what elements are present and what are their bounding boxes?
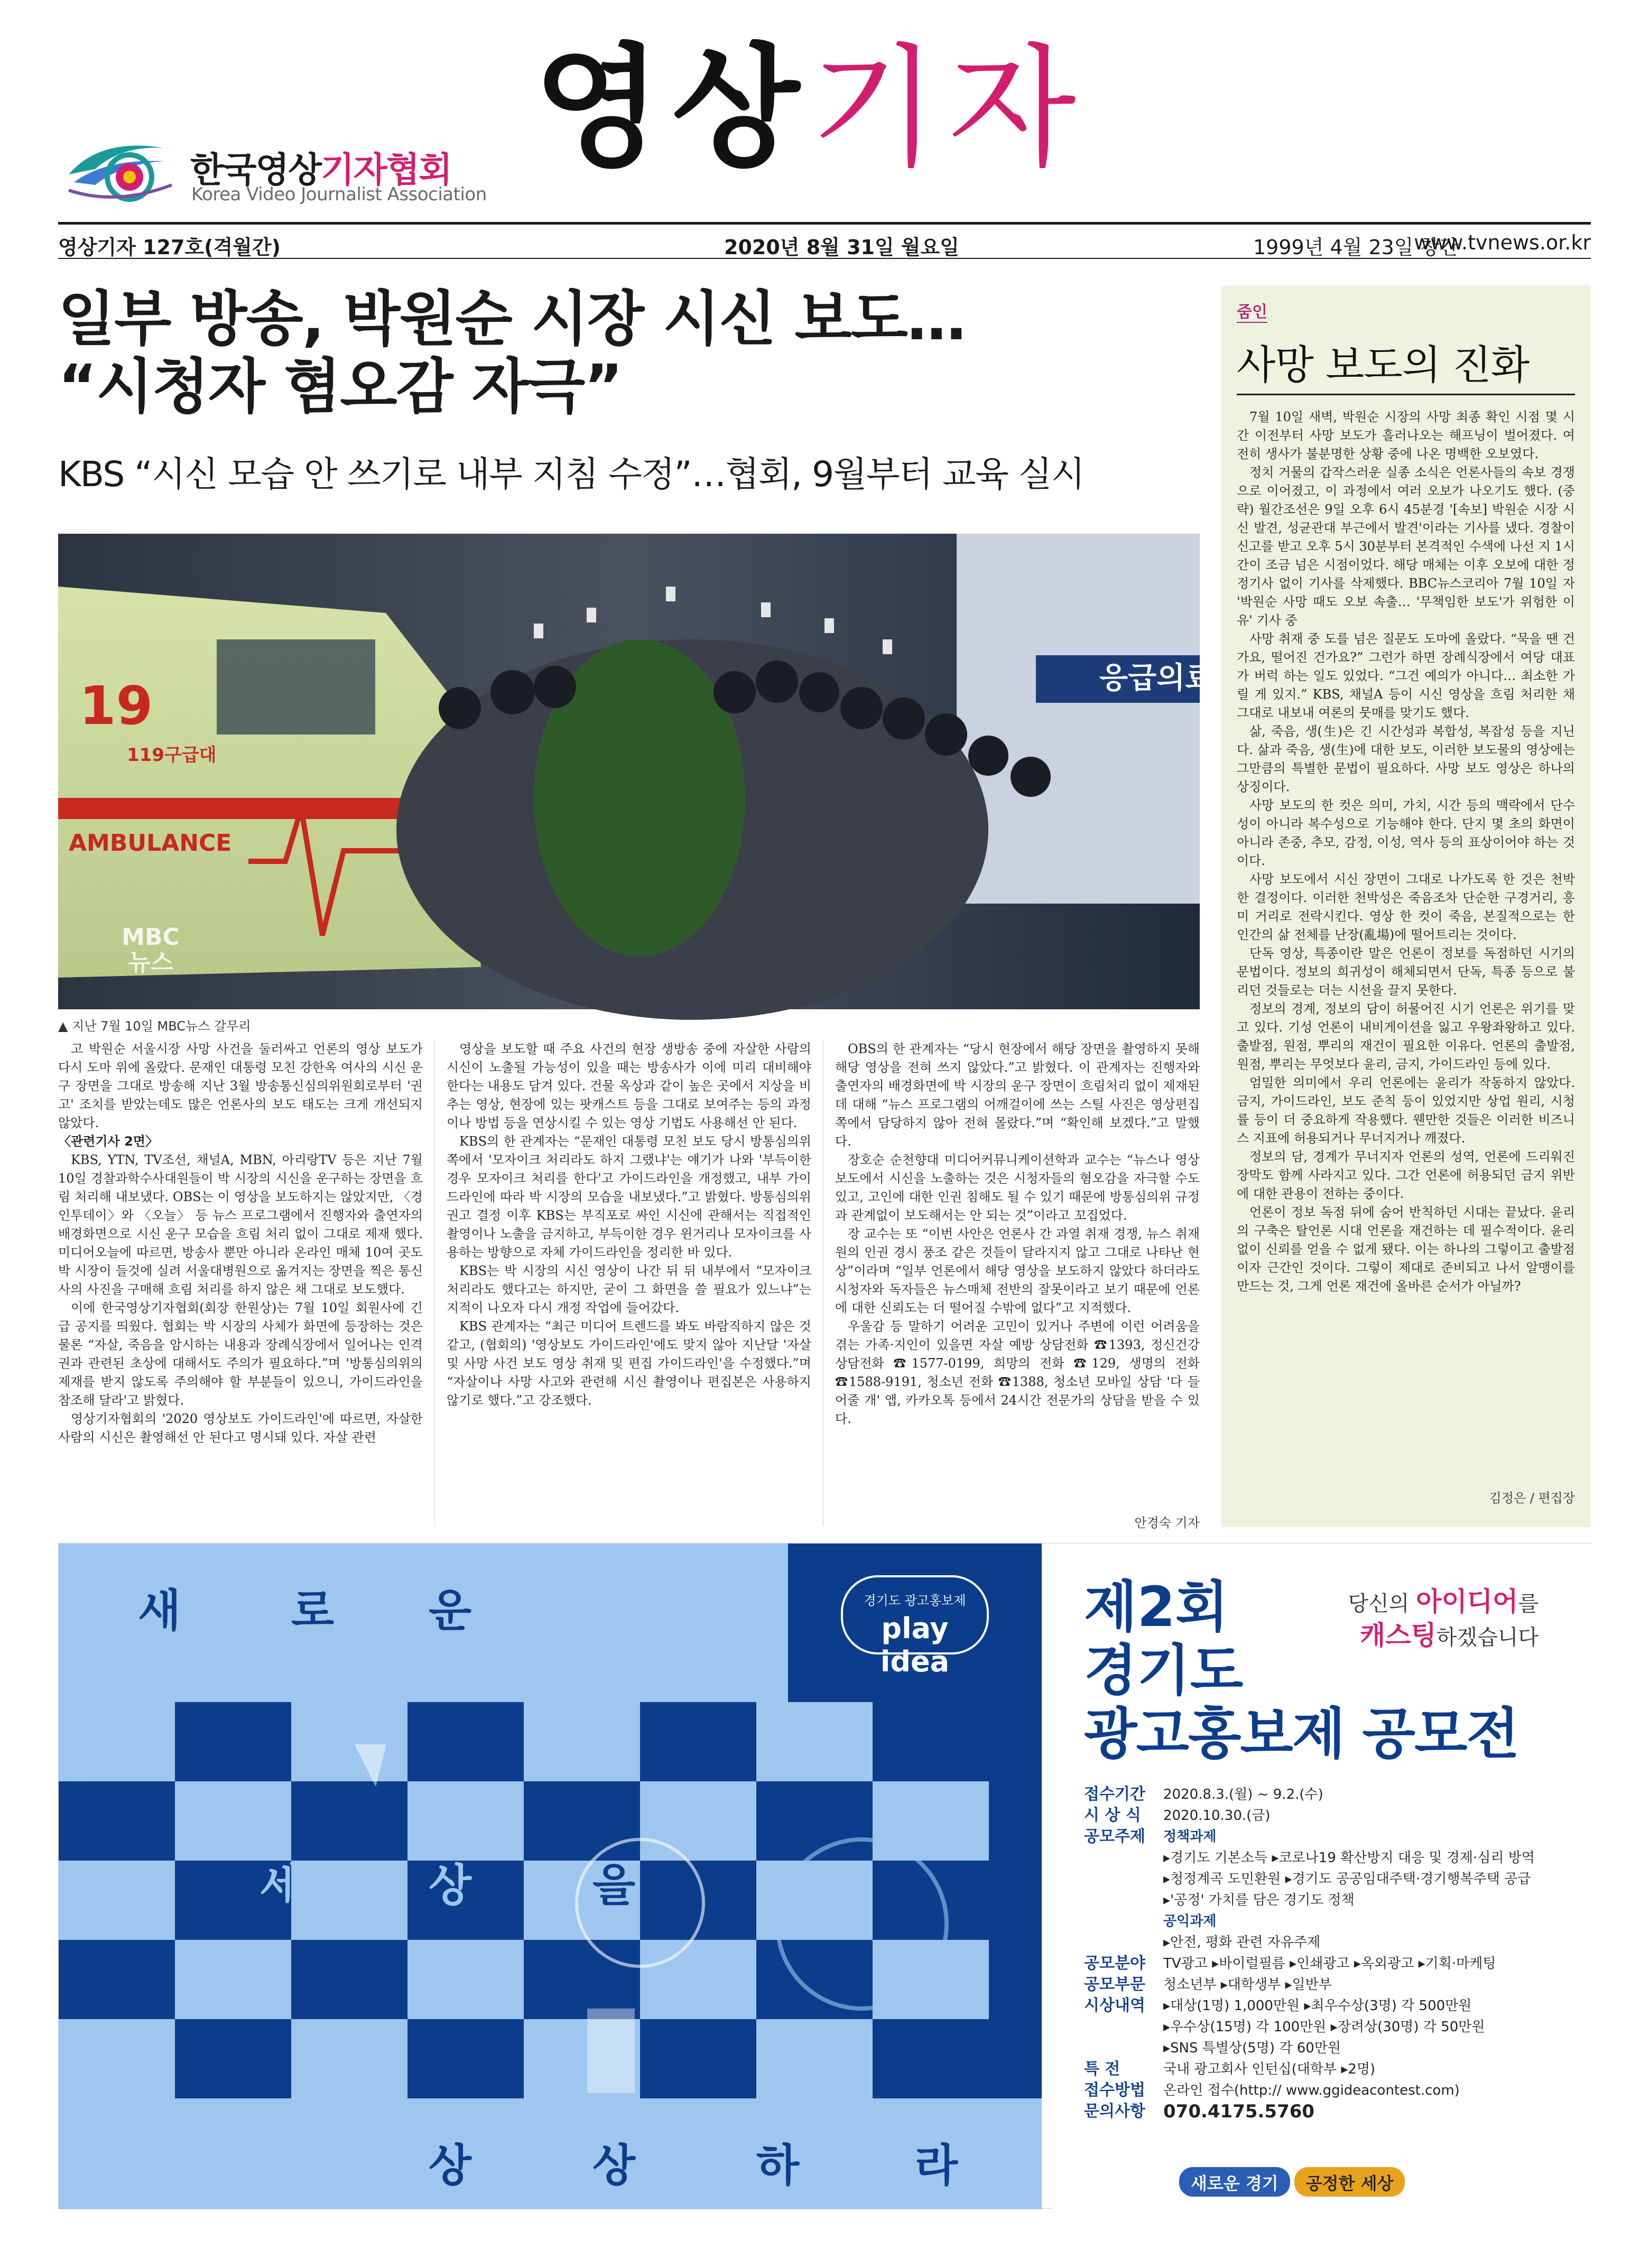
- column-paragraph: 사망 보도의 한 컷은 의미, 가치, 시간 등의 맥락에서 단수성이 아니라 복수성으로 기능해야 한다. 단지 몇 초의 화면이 아니라 존중, 추모, 감정, 이성, 역사 등의 표상이어야 하는 것이다.: [1237, 798, 1575, 868]
- mbc-news-watermark: MBC 뉴스: [122, 924, 180, 976]
- ad-art-word: 하: [756, 2140, 800, 2191]
- article-headline-block: [58, 285, 1200, 496]
- slogan-badge-1: 새로운 경기: [1179, 2167, 1290, 2197]
- zoom-in-column: [1221, 285, 1591, 1527]
- article-paragraph: KBS는 박 시장의 시신 영상이 나간 뒤 뒤 내부에서 “모자이크 처리라도 했다고는 하지만, 굳이 그 화면을 쓸 필요가 있느냐”는 지적이 나오자 다시 개정 작업에 들어갔다.: [447, 1263, 811, 1315]
- headline-line-1: 일부 방송, 박원순 시장 시신 보도…: [58, 285, 966, 354]
- article-paragraph: 영상을 보도할 때 주요 사건의 현장 생방송 중에 자살한 사람의 시신이 노출될 가능성이 있을 때는 방송사가 이에 미리 대비해야 한다는 내용도 담겨 있다. 건물 옥상과 같이 높은 곳에서 지상을 비추는 영상, 현장에 있는 팟캐스트 등을 그대로 보여주는 등의 과정이나 방법 등을 연상시킬 수 있는 영상 기법도 사용해선 안 된다.: [447, 1042, 811, 1130]
- advertisement[interactable]: [58, 1543, 1591, 2209]
- ad-title-line-1: 제2회: [1084, 1575, 1229, 1639]
- article-paragraph: 우울감 등 말하기 어려운 고민이 있거나 주변에 이런 어려움을 겪는 가족·지인이 있을면 자살 예방 상담전화 ☎1393, 정신건강 상담전화 ☎1577-0199, 희망의 전화 ☎129, 생명의 전화 ☎1588-9191, 청소년 전화 ☎1388, 청소년 모바일 상담 '다 들어줄 개' 앱, 카카오톡 등에서 24시간 전문가의 상담을 받을 수 있다.: [835, 1319, 1200, 1426]
- article-paragraph: 고 박원순 서울시장 사망 사건을 둘러싸고 언론의 영상 보도가 다시 도마 위에 올랐다. 문재인 대통령 모친 강한옥 여사의 시신 운구 장면을 그대로 방송해 지난 3월 방송통신심의위원회로부터 '권고' 조치를 받았는데도 많은 언론사의 보도 태도는 크게 개선되지 않았다.: [58, 1042, 423, 1130]
- ad-art-word: 상: [429, 2140, 472, 2191]
- column-paragraph: 사망 보도에서 시신 장면이 그대로 나가도록 한 것은 천박한 결정이다. 이러한 천박성은 죽음조차 단순한 구경거리, 흥미 거리로 전락시킨다. 영상 한 컷이 죽음, 본질적으로는 한 인간의 삶 전체를 난장(亂場)에 떨어트리는 것이다.: [1237, 872, 1575, 942]
- ad-info-panel: [1052, 1544, 1591, 2209]
- playidea-logo: 경기도 광고홍보제 play idea: [841, 1575, 989, 1654]
- ad-details: [1084, 1784, 1560, 2122]
- column-paragraph: 사망 취재 중 도를 넘은 질문도 도마에 올랐다. “묵을 땐 건가요, 떨어진 건가요?” 그런가 하면 장례식장에서 여당 대표가 버럭 하는 일도 있었다. “그건 예의가 아니다… 최소한 가릴 게 있지.” KBS, 채널A 등이 시신 영상을 흐림 처리한 채 그대로 내보내 여론의 뭇매를 맞기도 했다.: [1237, 631, 1575, 720]
- dateline-bar: [58, 222, 1591, 259]
- newspaper-title: 영상기자: [534, 31, 1087, 185]
- ad-detail-row: 시 상 식 2020.10.30.(금): [1084, 1806, 1271, 1825]
- article-column-3: [835, 1040, 1200, 1428]
- contest-website-link[interactable]: 온라인 접수(http:// www.ggideacontest.com): [1163, 2083, 1460, 2098]
- article-paragraph: KBS 관계자는 “최근 미디어 트렌드를 봐도 바람직하지 않은 것 같고, (협회의) '영상보도 가이드라인'에도 맞지 않아 지난달 '자살 및 사망 사건 보도 영상 취재 및 편집 가이드라인'을 수정했다.”며 “자살이나 사망 사고와 관련해 시신 촬영이나 편집본은 사용하지 않기로 했다.”고 강조했다.: [447, 1319, 811, 1408]
- contact-phone[interactable]: 070.4175.5760: [1163, 2101, 1315, 2122]
- ad-art-word: 세: [260, 1860, 303, 1911]
- column-paragraph: 언론이 정보 독점 뒤에 숨어 반칙하던 시대는 끝났다. 윤리의 구축은 탈언론 시대 언론을 재건하는 데 필수적이다. 윤리 없이 신뢰를 얻을 수 없게 됐다. 이는 하나의 그렇이고 출발점이자 근간인 것이다. 그렇이 제대로 준비되고 나서 알맹이를 만드는 것, 그게 언론 재건에 올바른 순서가 아닐까?: [1237, 1205, 1575, 1294]
- news-photo: [58, 534, 1214, 1009]
- ad-title-line-2: 경기도: [1084, 1638, 1244, 1703]
- article-paragraph: 장 교수는 또 “이번 사안은 언론사 간 과열 취재 경쟁, 뉴스 취재원의 인권 경시 풍조 같은 것들이 달라지지 않고 그대로 나타난 현상”이라며 “일부 언론에서 해당 영상을 보도하지 않았다 하더라도 시청자와 독자들은 뉴스매체 전반의 잘못이라고 보기 때문에 언론에 대한 신뢰도는 더 떨어질 수밖에 없다”고 지적했다.: [835, 1226, 1200, 1315]
- ad-detail-row: ▸경기도 기본소득 ▸코로나19 확산방지 대응 및 경제·심리 방역: [1163, 1850, 1535, 1866]
- column-paragraph: 엄밀한 의미에서 우리 언론에는 윤리가 작동하지 않았다. 금지, 가이드라인, 보도 준칙 등이 있었지만 상업 원리, 시청률 등이 더 중요하게 작용했다. 웬만한 것들은 이러한 비즈니스 지표에 허용되거나 무너지거나 깨졌다.: [1237, 1075, 1575, 1146]
- ad-detail-row: ▸우수상(15명) 각 100만원 ▸장려상(30명) 각 50만원: [1163, 2019, 1485, 2035]
- org-name: 한국영상기자협회: [190, 150, 452, 190]
- hospital-sign: 응급의료: [1099, 661, 1214, 695]
- column-paragraph: 정치 거물의 갑작스러운 실종 소식은 언론사들의 속보 경쟁으로 이어졌고, 이 과정에서 여러 오보가 나오기도 했다. (중략) 월간조선은 9일 오후 6시 45분경 '[속보] 박원순 시장 시신 발견, 성균관대 부근에서 발견'이라는 기사를 냈다. 경찰이 신고를 받고 오후 5시 30분부터 본격적인 수색에 나선 지 1시간이 조금 넘은 시점이었다. 해당 매체는 이후 오보에 대한 정정기사 없이 기사를 삭제했다. BBC뉴스코리아 7월 10일 자 '박원순 사망 때도 오보 속출… '무책임한 보도'가 위험한 이유' 기사 중: [1237, 465, 1575, 628]
- ad-detail-row: 특 전 국내 광고회사 인턴십(대학부 ▸2명): [1084, 2060, 1376, 2078]
- association-emblem-icon: [58, 132, 180, 206]
- headline-line-2: “시청자 혐오감 자극”: [58, 352, 622, 421]
- article-column-2: [447, 1040, 811, 1410]
- subheadline: KBS “시신 모습 안 쓰기로 내부 지침 수정”…협회, 9월부터 교육 실시: [58, 454, 1085, 495]
- article-paragraph: 장호순 순천향대 미디어커뮤니케이션학과 교수는 “뉴스나 영상 보도에서 시신을 노출하는 것은 시청자들의 혐오감을 자극할 수도 있고, 고인에 대한 인권 침해도 될 수 있기 때문에 방통심의위 규정과 관계없이 보도해서는 안 되는 것”이라고 꼬집었다.: [835, 1152, 1200, 1223]
- column-paragraph: 정보의 경계, 정보의 담이 허물어진 시기 언론은 위기를 맞고 있다. 기성 언론이 내비게이션을 잃고 우왕좌왕하고 있다. 출발점, 원점, 뿌리의 재건이 필요한 이유다. 언론의 출발점, 원점, 뿌리는 무엇보다 윤리, 금지, 가이드라인 등에 있다.: [1237, 1001, 1575, 1072]
- ad-detail-row: ▸'공정' 가치를 담은 경기도 정책: [1163, 1892, 1355, 1908]
- ad-art-word: 운: [429, 1585, 472, 1637]
- related-article-link[interactable]: 〈관련기사 2면〉: [58, 1134, 158, 1149]
- ambulance-119-label: 119구급대: [127, 745, 217, 766]
- ad-detail-row: 공모분야 TV광고 ▸바이럴필름 ▸인쇄광고 ▸옥외광고 ▸기획·마케팅: [1084, 1954, 1496, 1973]
- ad-catchphrase: 당신의 아이디어를 캐스팅하겠습니다: [1348, 1586, 1539, 1651]
- website-link[interactable]: www.tvnews.or.kr: [1414, 231, 1591, 254]
- org-name-english: Korea Video Journalist Association: [191, 184, 487, 205]
- svg-text:19: 19: [79, 675, 153, 737]
- column-title: 사망 보도의 진화: [1237, 341, 1530, 388]
- ambulance-text: AMBULANCE: [69, 830, 232, 857]
- slogan-badge-2: 공정한 세상: [1294, 2167, 1405, 2197]
- photo-caption: ▲ 지난 7월 10일 MBC뉴스 갈무리: [58, 1019, 251, 1034]
- ad-art-word: 상: [592, 2140, 636, 2191]
- association-logo: [58, 127, 487, 211]
- ad-art-word: 상: [429, 1860, 472, 1911]
- ad-detail-row: 공모부문 청소년부 ▸대학생부 ▸일반부: [1084, 1975, 1332, 1994]
- column-divider: [434, 1040, 435, 1526]
- column-paragraph: 삶, 죽음, 생(生)은 긴 시간성과 복합성, 복잡성 등을 지닌다. 삶과 죽음, 생(生)에 대한 보도, 이러한 보도물의 영상에는 그만큼의 특별한 문법이 필요하다. 사망 보도 영상은 하나의 상징이다.: [1237, 724, 1575, 794]
- column-body: [1237, 408, 1575, 1296]
- ad-title-line-3: 광고홍보제 공모전: [1084, 1702, 1518, 1766]
- ad-art-word: 을: [592, 1860, 636, 1911]
- ad-art-word: 새: [138, 1585, 181, 1637]
- ad-art-word: 라: [915, 2140, 958, 2191]
- ad-detail-row: ▸청정계곡 도민환원 ▸경기도 공공임대주택·경기행복주택 공급: [1163, 1871, 1531, 1887]
- column-paragraph: 정보의 담, 경계가 무너지자 언론의 성역, 언론에 드리워진 장막도 함께 사라지고 있다. 그간 언론에 허용되던 금지 위반에 대한 관용이 전하는 중이다.: [1237, 1149, 1575, 1201]
- ad-detail-row: ▸SNS 특별상(5명) 각 60만원: [1163, 2040, 1341, 2056]
- article-paragraph: KBS, YTN, TV조선, 채널A, MBN, 아리랑TV 등은 지난 7월 10일 경찰과학수사대원들이 박 시장의 시신을 운구하는 장면을 흐림 처리해 내보냈다. OBS는 이 영상을 보도하지는 않았지만, 〈경인투데이〉와 〈오늘〉 등 뉴스 프로그램에서 진행자와 출연자의 배경화면으로 시신 운구 모습을 흐림 처리 없이 그대로 제재 했다. 미디어오늘에 따르면, 방송사 뿐만 아니라 온라인 매체 10여 곳도 박 시장이 들것에 실려 서울대병원으로 옮겨지는 장면을 찍은 통신사의 사진을 구매해 흐림 처리를 하지 않은 채 그대로 보도했다.: [58, 1152, 423, 1297]
- photo-illustration: [58, 534, 1214, 1009]
- article-paragraph: OBS의 한 관계자는 “당시 현장에서 해당 장면을 촬영하지 못해 해당 영상을 전혀 쓰지 않았다.”고 밝혔다. 이 관계자는 진행자와 출연자의 배경화면에 박 시장의 운구 장면이 흐림처리 없이 제재된 데 대해 “뉴스 프로그램의 어깨걸이에 쓰는 스틸 사진은 영상편집 쪽에서 담당하지 않아 전혀 몰랐다.”며 “확인해 보겠다.”고 말했다.: [835, 1042, 1200, 1149]
- ad-detail-row: 시상내역 ▸대상(1명) 1,000만원 ▸최우수상(3명) 각 500만원: [1084, 1996, 1472, 2015]
- publication-date: 2020년 8월 31일 월요일: [724, 236, 960, 259]
- article-byline: 안경숙 기자: [1134, 1516, 1200, 1530]
- ad-detail-row: 공익과제: [1163, 1913, 1217, 1929]
- ad-detail-row: ▸안전, 평화 관련 자유주제: [1163, 1935, 1321, 1950]
- ad-detail-row: 접수방법 온라인 접수(http:// www.ggideacontest.com): [1084, 2080, 1560, 2101]
- masthead: [58, 21, 1591, 211]
- article-column-1: [58, 1040, 423, 1447]
- ad-detail-row: 문의사항 070.4175.5760: [1084, 2101, 1560, 2122]
- ad-detail-row: 공모주제 정책과제: [1084, 1827, 1217, 1846]
- column-title-rule: [1237, 394, 1575, 395]
- ad-artwork: [59, 1544, 1042, 2209]
- article-paragraph: 영상기자협회의 '2020 영상보도 가이드라인'에 따르면, 자살한 사람의 시신은 촬영해선 안 된다고 명시돼 있다. 자살 관련: [58, 1411, 423, 1445]
- ad-detail-row: 접수기간 2020.8.3.(월) ~ 9.2.(수): [1084, 1785, 1323, 1804]
- ad-art-word: 로: [291, 1585, 335, 1637]
- ad-slogan: [1179, 2167, 1405, 2197]
- column-byline: 김정은 / 편집장: [1489, 1491, 1575, 1505]
- article-paragraph: KBS의 한 관계자는 “문재인 대통령 모친 보도 당시 방통심의위 쪽에서 '모자이크 처리라도 하지 그랬냐'는 얘기가 나와 '부득이한 경우 모자이크 처리를 한다'고 가이드라인을 개정했고, 내부 가이드라인에 따라 박 시장의 모습을 내보냈다.”고 밝혔다. 방통심의위 권고 결정 이후 KBS는 부직포로 싸인 시신에 관해서는 직접적인 촬영이나 노출을 금지하고, 부득이한 경우 윈거리나 모자이크를 사용하는 방향으로 자체 가이드라인을 정리한 바 있다.: [447, 1134, 811, 1260]
- issue-number: 영상기자 127호(격월간): [58, 236, 281, 259]
- column-paragraph: 7월 10일 새벽, 박원순 시장의 사망 최종 확인 시점 몇 시간 이전부터 사망 보도가 흘러나오는 해프닝이 벌어졌다. 여전히 생사가 불분명한 상황 중에 나온 명백한 오보였다.: [1237, 410, 1575, 461]
- column-tag: 줌인: [1237, 299, 1267, 323]
- article-paragraph: 이에 한국영상기자협회(회장 한원상)는 7월 10일 회원사에 긴급 공지를 띄웠다. 협회는 박 시장의 사체가 화면에 등장하는 것은 물론 “자살, 죽음을 암시하는 내용과 장례식장에서 일어나는 인격권과 관련된 초상에 대해서도 주의가 필요하다.”며 '방통심의위의 제재를 받지 않도록 주의해야 할 부분들이 있으니, 가이드라인을 참조해 달라'고 밝혔다.: [58, 1300, 423, 1408]
- founded-date: 1999년 4월 23일 창간: [1253, 236, 1459, 259]
- column-paragraph: 단독 영상, 특종이란 말은 언론이 정보를 독점하던 시기의 문법이다. 정보의 희귀성이 해체되면서 단독, 특종 등으로 불리던 것들로는 더는 시선을 끌지 못한다.: [1237, 946, 1575, 998]
